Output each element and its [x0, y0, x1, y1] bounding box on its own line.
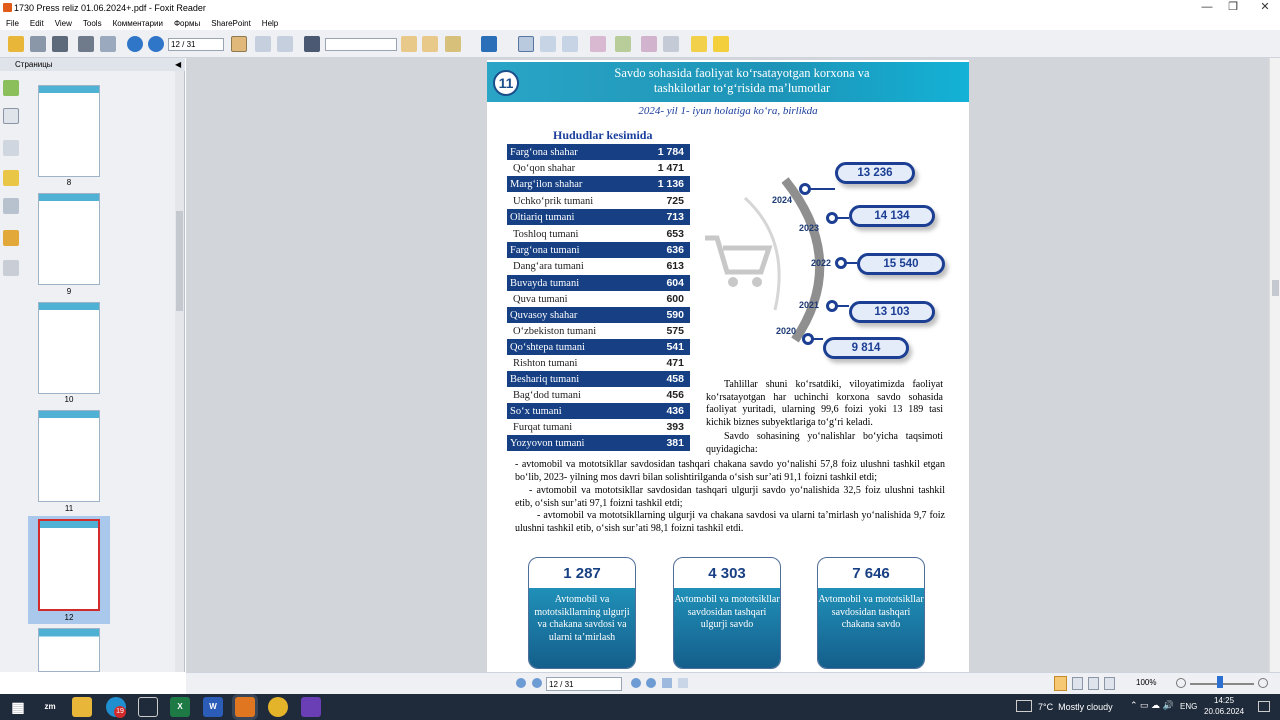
language-indicator[interactable]: ENG: [1180, 702, 1198, 711]
page-number-badge: 11: [493, 70, 519, 96]
page-title-line1: Savdo sohasida faoliyat ko‘rsatayotgan korxona va: [614, 66, 870, 80]
page-title: [547, 66, 937, 96]
collapse-panel-icon[interactable]: ◀: [175, 60, 182, 69]
menu-bar: [0, 16, 1280, 30]
find-binoculars-icon[interactable]: [304, 36, 320, 52]
start-icon[interactable]: ▦: [11, 699, 25, 715]
window-title: 1730 Press reliz 01.06.2024+.pdf - Foxit Reader: [14, 3, 206, 13]
search-input[interactable]: [325, 38, 397, 51]
attachments-tab-icon[interactable]: [3, 198, 19, 214]
year-label: 2021: [799, 300, 820, 310]
zoom-in-icon[interactable]: [1258, 678, 1268, 688]
typewriter-icon[interactable]: [691, 36, 707, 52]
region-row: [507, 419, 690, 435]
region-value: 725: [666, 195, 684, 207]
region-value: 541: [666, 341, 684, 353]
region-name: Marg‘ilon shahar: [510, 178, 583, 190]
timeline-dot: [826, 300, 838, 312]
prev-page-icon[interactable]: [532, 678, 542, 688]
region-name: O‘zbekiston tumani: [513, 325, 597, 337]
find-next-icon[interactable]: [422, 36, 438, 52]
chrome-icon[interactable]: [268, 697, 288, 717]
zoom-app-icon[interactable]: zm: [44, 702, 56, 711]
stat-card-label: Avtomobil va mototsikllarning ulgurji va chakana savdosi va ularni ta’mirlash: [529, 588, 635, 669]
menu-help[interactable]: Help: [261, 18, 279, 28]
year-value-pill: 15 540: [857, 253, 945, 275]
single-page-icon[interactable]: [1054, 676, 1067, 691]
region-value: 590: [666, 309, 684, 321]
region-value: 436: [666, 405, 684, 417]
region-name: Bag‘dod tumani: [513, 389, 581, 401]
toolbar: [0, 30, 1280, 58]
cart-wheel: [752, 277, 762, 287]
next-page-icon[interactable]: [631, 678, 641, 688]
continuous-facing-icon[interactable]: [1104, 677, 1115, 690]
app-icon-window[interactable]: [138, 697, 158, 717]
region-value: 600: [666, 293, 684, 305]
region-row: [507, 258, 690, 274]
signatures-tab-icon[interactable]: [3, 260, 19, 276]
open-folder-icon[interactable]: [8, 36, 24, 52]
region-name: Qo‘shtepa tumani: [510, 341, 585, 353]
region-value: 1 136: [657, 178, 684, 190]
page-subtitle: 2024- yil 1- iyun holatiga ko‘ra, birlikda: [638, 105, 818, 117]
rotate-icon[interactable]: [481, 36, 497, 52]
menu-comments[interactable]: Комментарии: [112, 18, 163, 28]
email-icon[interactable]: [100, 36, 116, 52]
region-name: Farg‘ona shahar: [510, 146, 578, 158]
select-arrow-icon[interactable]: [277, 36, 293, 52]
cart-wheel: [728, 277, 738, 287]
sidebar-scrollbar[interactable]: [175, 71, 184, 672]
regions-title: Hududlar kesimida: [553, 128, 653, 142]
clock-time[interactable]: 14:25: [1214, 696, 1235, 705]
zoom-value[interactable]: 100%: [1136, 678, 1157, 687]
fit-page-icon[interactable]: [518, 36, 534, 52]
fit-width-icon[interactable]: [540, 36, 556, 52]
weather-text[interactable]: 7°C Mostly cloudy: [1038, 702, 1113, 712]
region-row: [507, 242, 690, 258]
region-name: Farg‘ona tumani: [510, 244, 580, 256]
weather-icon[interactable]: [1016, 700, 1032, 712]
region-name: Rishton tumani: [513, 357, 578, 369]
region-row: [507, 403, 690, 419]
page-number-input[interactable]: [168, 38, 224, 51]
comments-tab-icon[interactable]: [3, 170, 19, 186]
region-value: 636: [666, 244, 684, 256]
region-value: 471: [666, 357, 684, 369]
stat-card-label: Avtomobil va mototsikllar savdosidan tashqari ulgurji savdo: [674, 588, 780, 669]
status-bar: [186, 672, 1280, 694]
page-thumbnail[interactable]: [38, 193, 100, 285]
region-name: Quvasoy shahar: [510, 309, 578, 321]
cart-icon: [705, 238, 769, 272]
region-name: Beshariq tumani: [510, 373, 580, 385]
region-row: [507, 176, 690, 192]
fit-visible-icon[interactable]: [562, 36, 578, 52]
region-value: 458: [666, 373, 684, 385]
stat-card: [817, 557, 925, 669]
region-value: 613: [666, 260, 684, 272]
region-row: [507, 371, 690, 387]
foxit-icon[interactable]: [235, 697, 255, 717]
region-row: [507, 435, 690, 451]
timeline-dot: [835, 257, 847, 269]
region-value: 456: [666, 389, 684, 401]
thumbnail-label: 9: [66, 287, 72, 296]
stat-card: [528, 557, 636, 669]
thumbnail-label: 8: [66, 178, 72, 187]
page-thumbnail[interactable]: [38, 410, 100, 502]
save-app-icon[interactable]: [301, 697, 321, 717]
security-tab-icon[interactable]: [3, 230, 19, 246]
region-value: 1 471: [657, 162, 684, 174]
attach-icon[interactable]: [663, 36, 679, 52]
excel-icon[interactable]: X: [170, 697, 190, 717]
restore-icon[interactable]: ❐: [1228, 1, 1238, 13]
title-bar: [0, 0, 1280, 16]
continuous-icon[interactable]: [1072, 677, 1083, 690]
next-page-icon[interactable]: [148, 36, 164, 52]
status-page-input[interactable]: [546, 677, 622, 691]
file-explorer-icon[interactable]: [72, 697, 92, 717]
thumbnail-label: 11: [64, 504, 74, 513]
menu-forms[interactable]: Формы: [173, 18, 201, 28]
year-label: 2024: [772, 195, 793, 205]
notification-badge: 19: [114, 706, 126, 718]
year-label: 2022: [811, 258, 832, 268]
region-row: [507, 209, 690, 225]
region-value: 713: [666, 211, 684, 223]
zoom-slider-thumb[interactable]: [1217, 676, 1223, 688]
find-options-icon[interactable]: [445, 36, 461, 52]
tray-icons[interactable]: ⌃ ▭ ☁ 🔊: [1130, 700, 1174, 710]
region-row: [507, 160, 690, 176]
pages-panel: [0, 58, 185, 672]
pages-tab-icon[interactable]: [3, 80, 19, 96]
minimize-icon[interactable]: —: [1201, 1, 1213, 13]
clock-date[interactable]: 20.06.2024: [1204, 707, 1245, 716]
print-icon[interactable]: [78, 36, 94, 52]
region-name: So‘x tumani: [510, 405, 562, 417]
year-label: 2023: [799, 223, 820, 233]
app-icon: [3, 3, 12, 12]
page-thumbnail[interactable]: [38, 85, 100, 177]
year-value-pill: 13 103: [849, 301, 935, 323]
save-icon[interactable]: [30, 36, 46, 52]
region-value: 393: [666, 421, 684, 433]
region-row: [507, 291, 690, 307]
page-thumbnail[interactable]: [38, 302, 100, 394]
thumbnail-label: 12: [64, 613, 74, 622]
region-row: [507, 193, 690, 209]
menu-file[interactable]: File: [6, 18, 19, 28]
notifications-icon[interactable]: [1258, 701, 1270, 712]
page-header-band: [487, 62, 969, 102]
year-value-pill: 13 236: [835, 162, 915, 184]
highlight-icon[interactable]: [615, 36, 631, 52]
taskbar: [0, 694, 1280, 720]
timeline-dot: [799, 183, 811, 195]
region-row: [507, 307, 690, 323]
prev-page-icon[interactable]: [127, 36, 143, 52]
region-name: Qo‘qon shahar: [513, 162, 576, 174]
hand-tool-icon[interactable]: [231, 36, 247, 52]
save-all-icon[interactable]: [52, 36, 68, 52]
region-name: Uchko‘prik tumani: [513, 195, 594, 207]
region-row: [507, 144, 690, 160]
paragraph-4: - avtomobil va mototsikllar savdosidan tashqari ulgurji savdo yo‘nalishida 32,5 foiz ulushni tashkil etib, o‘sish sur’ati 97,1 foizni tashkil etdi;: [515, 485, 945, 509]
region-row: [507, 387, 690, 403]
back-icon[interactable]: [662, 678, 672, 688]
paragraph-2: Savdo sohasining yo‘nalishlar bo‘yicha taqsimoti quyidagicha:: [706, 431, 943, 455]
menu-view[interactable]: View: [54, 18, 72, 28]
region-value: 604: [666, 277, 684, 289]
facing-icon[interactable]: [1088, 677, 1099, 690]
menu-sharepoint[interactable]: SharePoint: [211, 18, 251, 28]
stat-card: [673, 557, 781, 669]
note-icon[interactable]: [713, 36, 729, 52]
region-value: 653: [666, 228, 684, 240]
last-page-icon[interactable]: [646, 678, 656, 688]
region-row: [507, 226, 690, 242]
find-prev-icon[interactable]: [401, 36, 417, 52]
region-name: Toshloq tumani: [513, 228, 579, 240]
region-value: 381: [666, 437, 684, 449]
paragraph-5: - avtomobil va mototsikllarning ulgurji va chakana savdosi va ularni ta’mirlash yo‘nalishida 9,7 foiz ulushni tashkil etib, o‘sish sur’ati 98,1 foizni tashkil etdi.: [515, 510, 945, 534]
region-value: 1 784: [657, 146, 684, 158]
timeline-dot: [802, 333, 814, 345]
stat-card-value: 1 287: [563, 565, 601, 582]
pdf-page: [487, 60, 969, 672]
year-label: 2020: [776, 326, 797, 336]
page-title-line2: tashkilotlar to‘g‘risida ma’lumotlar: [653, 81, 831, 95]
word-icon[interactable]: W: [203, 697, 223, 717]
first-page-icon[interactable]: [516, 678, 526, 688]
stat-card-value: 7 646: [852, 565, 890, 582]
close-icon[interactable]: ✕: [1260, 1, 1270, 13]
paragraph-1: Tahlillar shuni ko‘rsatdiki, viloyatimizda faoliyat ko‘rsatayotgan har uchinchi korxona savdo sohasida faoliyat yuritadi, ularning 99,6 foizi yoki 13 189 tasi kichik biznes subyektlariga to‘g‘ri keladi.: [706, 379, 943, 429]
timeline-dot: [826, 212, 838, 224]
vertical-scrollbar[interactable]: [1269, 58, 1280, 672]
decorative-arc: [745, 198, 779, 310]
region-value: 575: [666, 325, 684, 337]
menu-tools[interactable]: Tools: [82, 18, 102, 28]
region-name: Oltiariq tumani: [510, 211, 575, 223]
region-row: [507, 323, 690, 339]
region-name: Yozyovon tumani: [510, 437, 585, 449]
layers-tab-icon[interactable]: [3, 140, 19, 156]
forward-icon[interactable]: [678, 678, 688, 688]
thumbnail-label: 10: [64, 395, 74, 404]
region-name: Dang‘ara tumani: [513, 260, 584, 272]
region-name: Quva tumani: [513, 293, 568, 305]
year-value-pill: 14 134: [849, 205, 935, 227]
region-name: Furqat tumani: [513, 421, 573, 433]
stat-card-label: Avtomobil va mototsikllar savdosidan tashqari chakana savdo: [818, 588, 924, 669]
region-row: [507, 355, 690, 371]
year-value-pill: 9 814: [823, 337, 909, 359]
stamp-icon[interactable]: [641, 36, 657, 52]
page-thumbnail-selected[interactable]: [38, 519, 100, 611]
region-name: Buvayda tumani: [510, 277, 580, 289]
region-row: [507, 275, 690, 291]
stat-card-value: 4 303: [708, 565, 746, 582]
comment-tool-icon[interactable]: [590, 36, 606, 52]
bookmarks-tab-icon[interactable]: [3, 108, 19, 124]
paragraph-3: - avtomobil va mototsikllar savdosidan tashqari chakana savdo yo‘nalishi 57,8 foiz ulushni tashkil etgan bo‘lib, 2023- yilning mos davri bilan solishtirilganda o‘sish sur’ati 91,1 foizni tashkil etdi;: [515, 459, 945, 483]
menu-edit[interactable]: Edit: [29, 18, 44, 28]
zoom-out-icon[interactable]: [1176, 678, 1186, 688]
page-thumbnail[interactable]: [38, 628, 100, 672]
select-text-icon[interactable]: [255, 36, 271, 52]
pages-panel-title: Страницы: [0, 58, 185, 71]
region-row: [507, 339, 690, 355]
